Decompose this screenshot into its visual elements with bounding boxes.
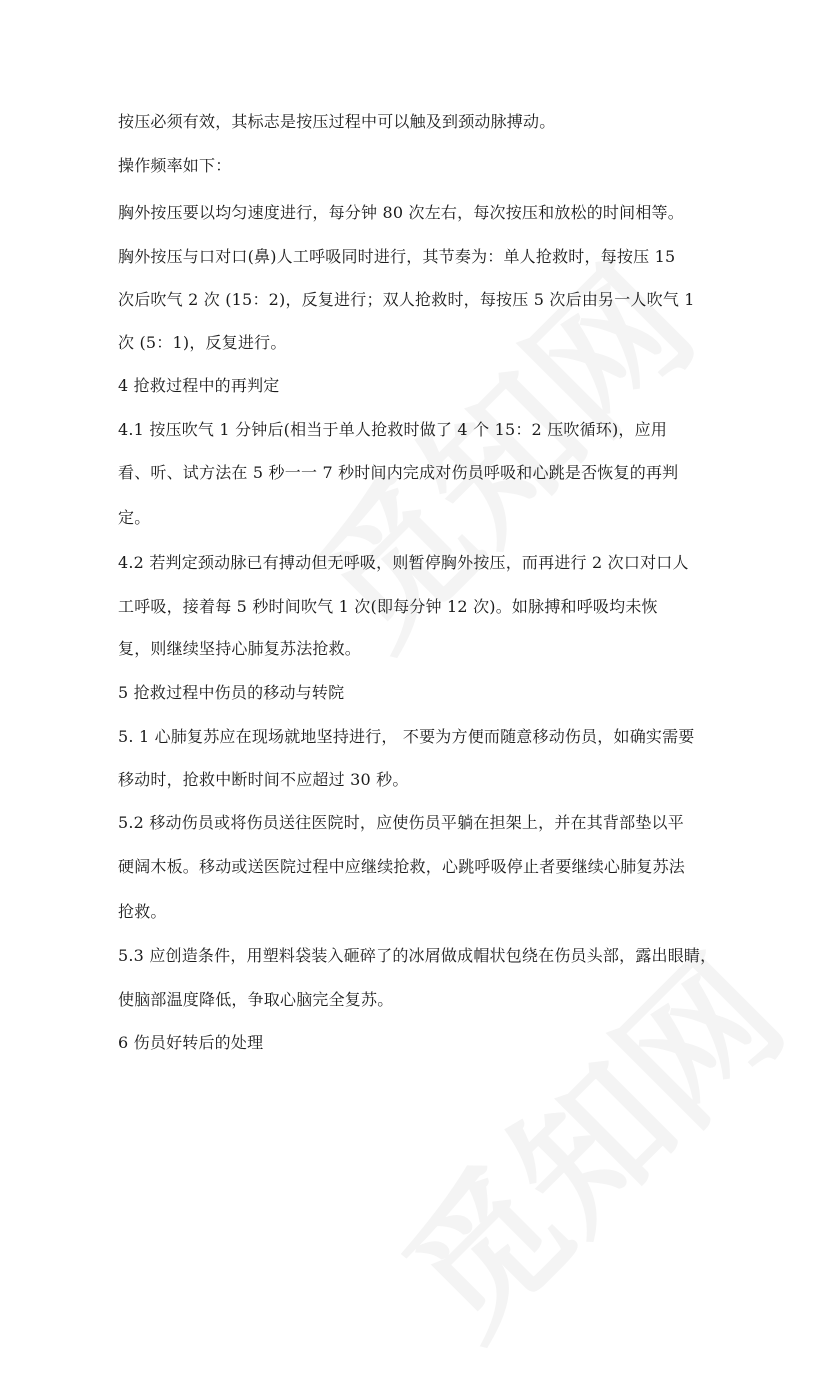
body-line: 次 (5：1)，反复进行。 <box>118 333 287 352</box>
body-line: 5. 1 心肺复苏应在现场就地坚持进行， 不要为方便而随意移动伤员，如确实需要 <box>118 727 695 746</box>
body-line: 操作频率如下： <box>118 156 232 175</box>
body-line: 胸外按压与口对口(鼻)人工呼吸同时进行，其节奏为：单人抢救时，每按压 15 <box>118 247 676 266</box>
body-line: 4.2 若判定颈动脉已有搏动但无呼吸，则暂停胸外按压，而再进行 2 次口对口人 <box>118 553 689 572</box>
body-line: 看、听、试方法在 5 秒一一 7 秒时间内完成对伤员呼吸和心跳是否恢复的再判 <box>118 463 679 482</box>
body-line: 复，则继续坚持心肺复苏法抢救。 <box>118 639 362 658</box>
body-line: 工呼吸，接着每 5 秒时间吹气 1 次(即每分钟 12 次)。如脉搏和呼吸均未恢 <box>118 597 658 616</box>
body-line: 4.1 按压吹气 1 分钟后(相当于单人抢救时做了 4 个 15：2 压吹循环)，应用 <box>118 420 668 439</box>
section-heading: 5 抢救过程中伤员的移动与转院 <box>118 683 345 702</box>
body-line: 5.3 应创造条件，用塑料袋装入砸碎了的冰屑做成帽状包绕在伤员头部，露出眼睛， <box>118 946 717 965</box>
body-line: 5.2 移动伤员或将伤员送往医院时，应使伤员平躺在担架上，并在其背部垫以平 <box>118 813 684 832</box>
section-heading: 4 抢救过程中的再判定 <box>118 376 280 395</box>
body-line: 胸外按压要以均匀速度进行，每分钟 80 次左右，每次按压和放松的时间相等。 <box>118 203 684 222</box>
body-line: 次后吹气 2 次 (15：2)，反复进行；双人抢救时，每按压 5 次后由另一人吹气 1 <box>118 290 695 309</box>
body-line: 移动时，抢救中断时间不应超过 30 秒。 <box>118 770 409 789</box>
body-line: 使脑部温度降低，争取心脑完全复苏。 <box>118 990 394 1009</box>
body-line: 硬阔木板。移动或送医院过程中应继续抢救，心跳呼吸停止者要继续心肺复苏法 <box>118 857 686 876</box>
watermark-lower <box>350 903 821 1373</box>
body-line: 定。 <box>118 508 151 527</box>
body-line: 按压必须有效，其标志是按压过程中可以触及到颈动脉搏动。 <box>118 112 556 131</box>
body-line: 抢救。 <box>118 902 167 921</box>
section-heading: 6 伤员好转后的处理 <box>118 1033 264 1052</box>
